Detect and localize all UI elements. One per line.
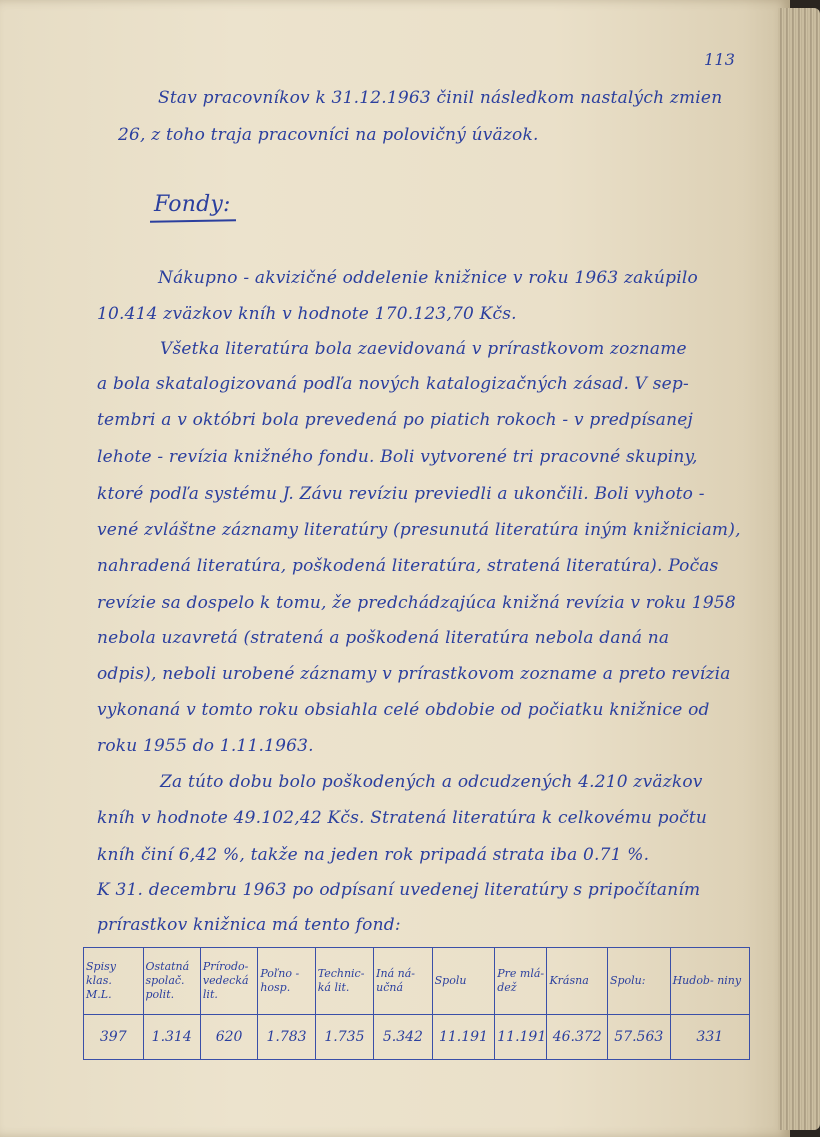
table-row — [84, 1015, 750, 1060]
body-line: vené zvláštne záznamy literatúry (presunutá literatúra iným knižniciam), — [97, 520, 741, 540]
table-header: Prírodo- vedecká lit. — [200, 948, 257, 1015]
table-header: Poľno - hosp. — [258, 948, 315, 1015]
table-header: Ostatná spolač. polit. — [143, 948, 200, 1015]
table-cell: 331 — [670, 1015, 749, 1060]
table-header: Hudob- niny — [670, 948, 749, 1015]
table-header: Spolu: — [607, 948, 670, 1015]
table-cell: 11.191 — [495, 1015, 547, 1060]
table-header: Pre mlá- dež — [495, 948, 547, 1015]
body-line: vykonaná v tomto roku obsiahla celé obdobie od počiatku knižnice od — [97, 700, 710, 720]
table-cell: 397 — [84, 1015, 144, 1060]
body-line: K 31. decembru 1963 po odpísaní uvedenej literatúry s pripočítaním — [97, 880, 701, 900]
body-line: prírastkov knižnica má tento fond: — [97, 915, 401, 935]
table-cell: 46.372 — [547, 1015, 608, 1060]
table-header: Spolu — [432, 948, 495, 1015]
page-stack-edge — [778, 8, 820, 1130]
body-line: revízie sa dospelo k tomu, že predchádzajúca knižná revízia v roku 1958 — [97, 593, 736, 613]
body-line: roku 1955 do 1.11.1963. — [97, 736, 314, 756]
body-line: odpis), neboli urobené záznamy v prírastkovom zozname a preto revízia — [97, 664, 731, 684]
table-header: Iná ná- učná — [374, 948, 432, 1015]
table-cell: 1.314 — [143, 1015, 200, 1060]
table-cell: 620 — [200, 1015, 257, 1060]
body-line: Všetka literatúra bola zaevidovaná v prírastkovom zozname — [160, 339, 687, 359]
body-line: nahradená literatúra, poškodená literatúra, stratená literatúra). Počas — [97, 556, 719, 576]
table-cell: 11.191 — [432, 1015, 495, 1060]
body-line: 10.414 zväzkov kníh v hodnote 170.123,70 Kčs. — [97, 304, 517, 324]
table-header: Technic- ká lit. — [315, 948, 373, 1015]
body-line: a bola skatalogizovaná podľa nových katalogizačných zásad. V sep- — [97, 374, 689, 394]
page-number: 113 — [704, 50, 736, 69]
body-line: Za túto dobu bolo poškodených a odcudzených 4.210 zväzkov — [160, 772, 703, 792]
table-cell: 57.563 — [607, 1015, 670, 1060]
fund-table — [83, 947, 750, 1057]
body-line: Nákupno - akvizičné oddelenie knižnice v roku 1963 zakúpilo — [158, 268, 698, 288]
body-line: kníh činí 6,42 %, takže na jeden rok pripadá strata iba 0.71 %. — [97, 845, 650, 865]
body-line: nebola uzavretá (stratená a poškodená literatúra nebola daná na — [97, 628, 670, 648]
table-header: Spisy klas. M.L. — [84, 948, 144, 1015]
body-line: tembri a v októbri bola prevedená po piatich rokoch - v predpísanej — [97, 410, 693, 430]
body-line: lehote - revízia knižného fondu. Boli vytvorené tri pracovné skupiny, — [97, 447, 698, 467]
section-heading: Fondy: — [154, 192, 231, 217]
intro-line: Stav pracovníkov k 31.12.1963 činil následkom nastalých zmien — [158, 88, 723, 108]
heading-underline — [150, 219, 236, 223]
table-cell: 1.783 — [258, 1015, 315, 1060]
intro-line: 26, z toho traja pracovníci na polovičný úväzok. — [118, 125, 539, 145]
table-header-row — [84, 948, 750, 1015]
body-line: ktoré podľa systému J. Závu revíziu previedli a ukončili. Boli vyhoto - — [97, 484, 705, 504]
table-cell: 5.342 — [374, 1015, 432, 1060]
table-header: Krásna — [547, 948, 608, 1015]
table-cell: 1.735 — [315, 1015, 373, 1060]
body-line: kníh v hodnote 49.102,42 Kčs. Stratená literatúra k celkovému počtu — [97, 808, 708, 828]
